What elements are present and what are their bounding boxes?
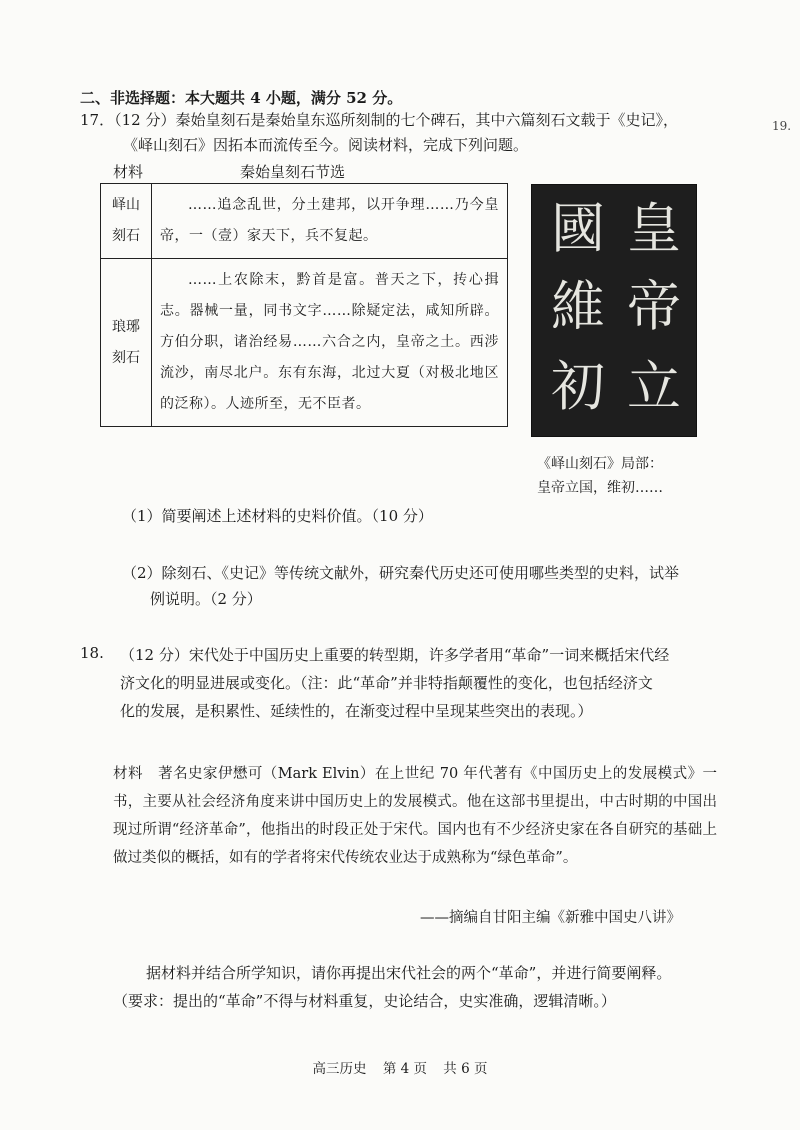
q18-material-text: 著名史家伊懋可（Mark Elvin）在上世纪 70 年代著有《中国历史上的发展模式》一书，主要从社会经济角度来讲中国历史上的发展模式。他在这部书里提出，中古时期的中国出现过所谓“经济革命”，他指出的时段正处于宋代。国内也有不少经济史家在各自研究的基础上做过类似的概括，如有的学者将宋代传统农业达于成熟称为“绿色革命”。: [113, 766, 718, 866]
q18-stem-line2: 济文化的明显进展或变化。（注：此“革命”并非特指颠覆性的变化，也包括经济文: [120, 674, 653, 692]
row-name-cell: [101, 184, 152, 259]
q18-material: [113, 760, 717, 872]
image-caption: 《峄山刻石》局部：: [537, 456, 663, 472]
q17-material-title: 秦始皇刻石节选: [240, 163, 346, 181]
q18-source: ——摘编自甘阳主编《新雅中国史八讲》: [420, 910, 681, 926]
q17-subquestion-2-line1: （2）除刻石、《史记》等传统文献外，研究秦代历史还可使用哪些类型的史料，试举: [122, 564, 680, 582]
q18-stem-line1: （12 分）宋代处于中国历史上重要的转型期，许多学者用“革命”一词来概括宋代经: [120, 646, 670, 664]
page-footer: [0, 1057, 800, 1077]
rubbing-image: [531, 184, 697, 437]
margin-mark: 19.: [772, 119, 792, 133]
rubbing-char: 帝: [627, 275, 681, 338]
footer-subject: 高三历史: [312, 1061, 367, 1077]
rubbing-char: 皇: [627, 197, 681, 260]
q17-material-label: 材料: [113, 163, 144, 181]
row-text-cell: ……追念乱世，分土建邦，以开争理……乃今皇帝，一（壹）家天下，兵不复起。: [152, 184, 508, 259]
q18-material-label: 材料: [113, 766, 143, 782]
q17-subquestion-2-line2: 例说明。（2 分）: [150, 590, 262, 608]
row-name-part: 刻石: [112, 349, 140, 366]
image-caption-translation: 皇帝立国，维初……: [537, 480, 663, 496]
rubbing-char: 維: [551, 275, 605, 338]
footer-total: 共 6 页: [443, 1061, 488, 1077]
table-row: [101, 184, 508, 259]
q17-stem-line2: 《峄山刻石》因拓本而流传至今。阅读材料，完成下列问题。: [123, 136, 529, 154]
row-name-cell: [101, 259, 152, 427]
q18-task-line1: 据材料并结合所学知识，请你再提出宋代社会的两个“革命”，并进行简要阐释。: [146, 964, 672, 982]
q18-stem-line3: 化的发展，是积累性、延续性的，在渐变过程中呈现某些突出的表现。）: [120, 702, 593, 720]
row-text-cell: ……上农除末，黔首是富。普天之下，抟心揖志。器械一量，同书文字……除疑定法，咸知所辟。方伯分职，诸治经易……六合之内，皇帝之土。西涉流沙，南尽北户。东有东海，北过大夏（对极北地区的泛称）。人迹所至，无不臣者。: [152, 259, 508, 427]
rubbing-char: 立: [627, 355, 681, 418]
stone-inscription-table: [100, 183, 508, 427]
q18-task-line2: （要求：提出的“革命”不得与材料重复，史论结合，史实准确，逻辑清晰。）: [113, 992, 616, 1010]
q17-stem-line1: 17．（12 分）秦始皇刻石是秦始皇东巡所刻制的七个碑石，其中六篇刻石文载于《史记》，: [80, 111, 678, 129]
q18-number: 18.: [80, 644, 104, 662]
q17-subquestion-1: （1）简要阐述上述材料的史料价值。（10 分）: [122, 507, 433, 525]
rubbing-seal-script: [532, 185, 696, 436]
row-name-part: 琅琊: [112, 318, 140, 335]
row-name-part: 刻石: [112, 228, 140, 244]
table-row: [101, 259, 508, 427]
row-name-part: 峄山: [112, 197, 140, 213]
rubbing-char: 國: [551, 197, 605, 260]
footer-page: 第 4 页: [382, 1061, 427, 1077]
rubbing-char: 初: [551, 355, 605, 418]
section-heading: 二、非选择题：本大题共 4 小题，满分 52 分。: [80, 89, 403, 107]
